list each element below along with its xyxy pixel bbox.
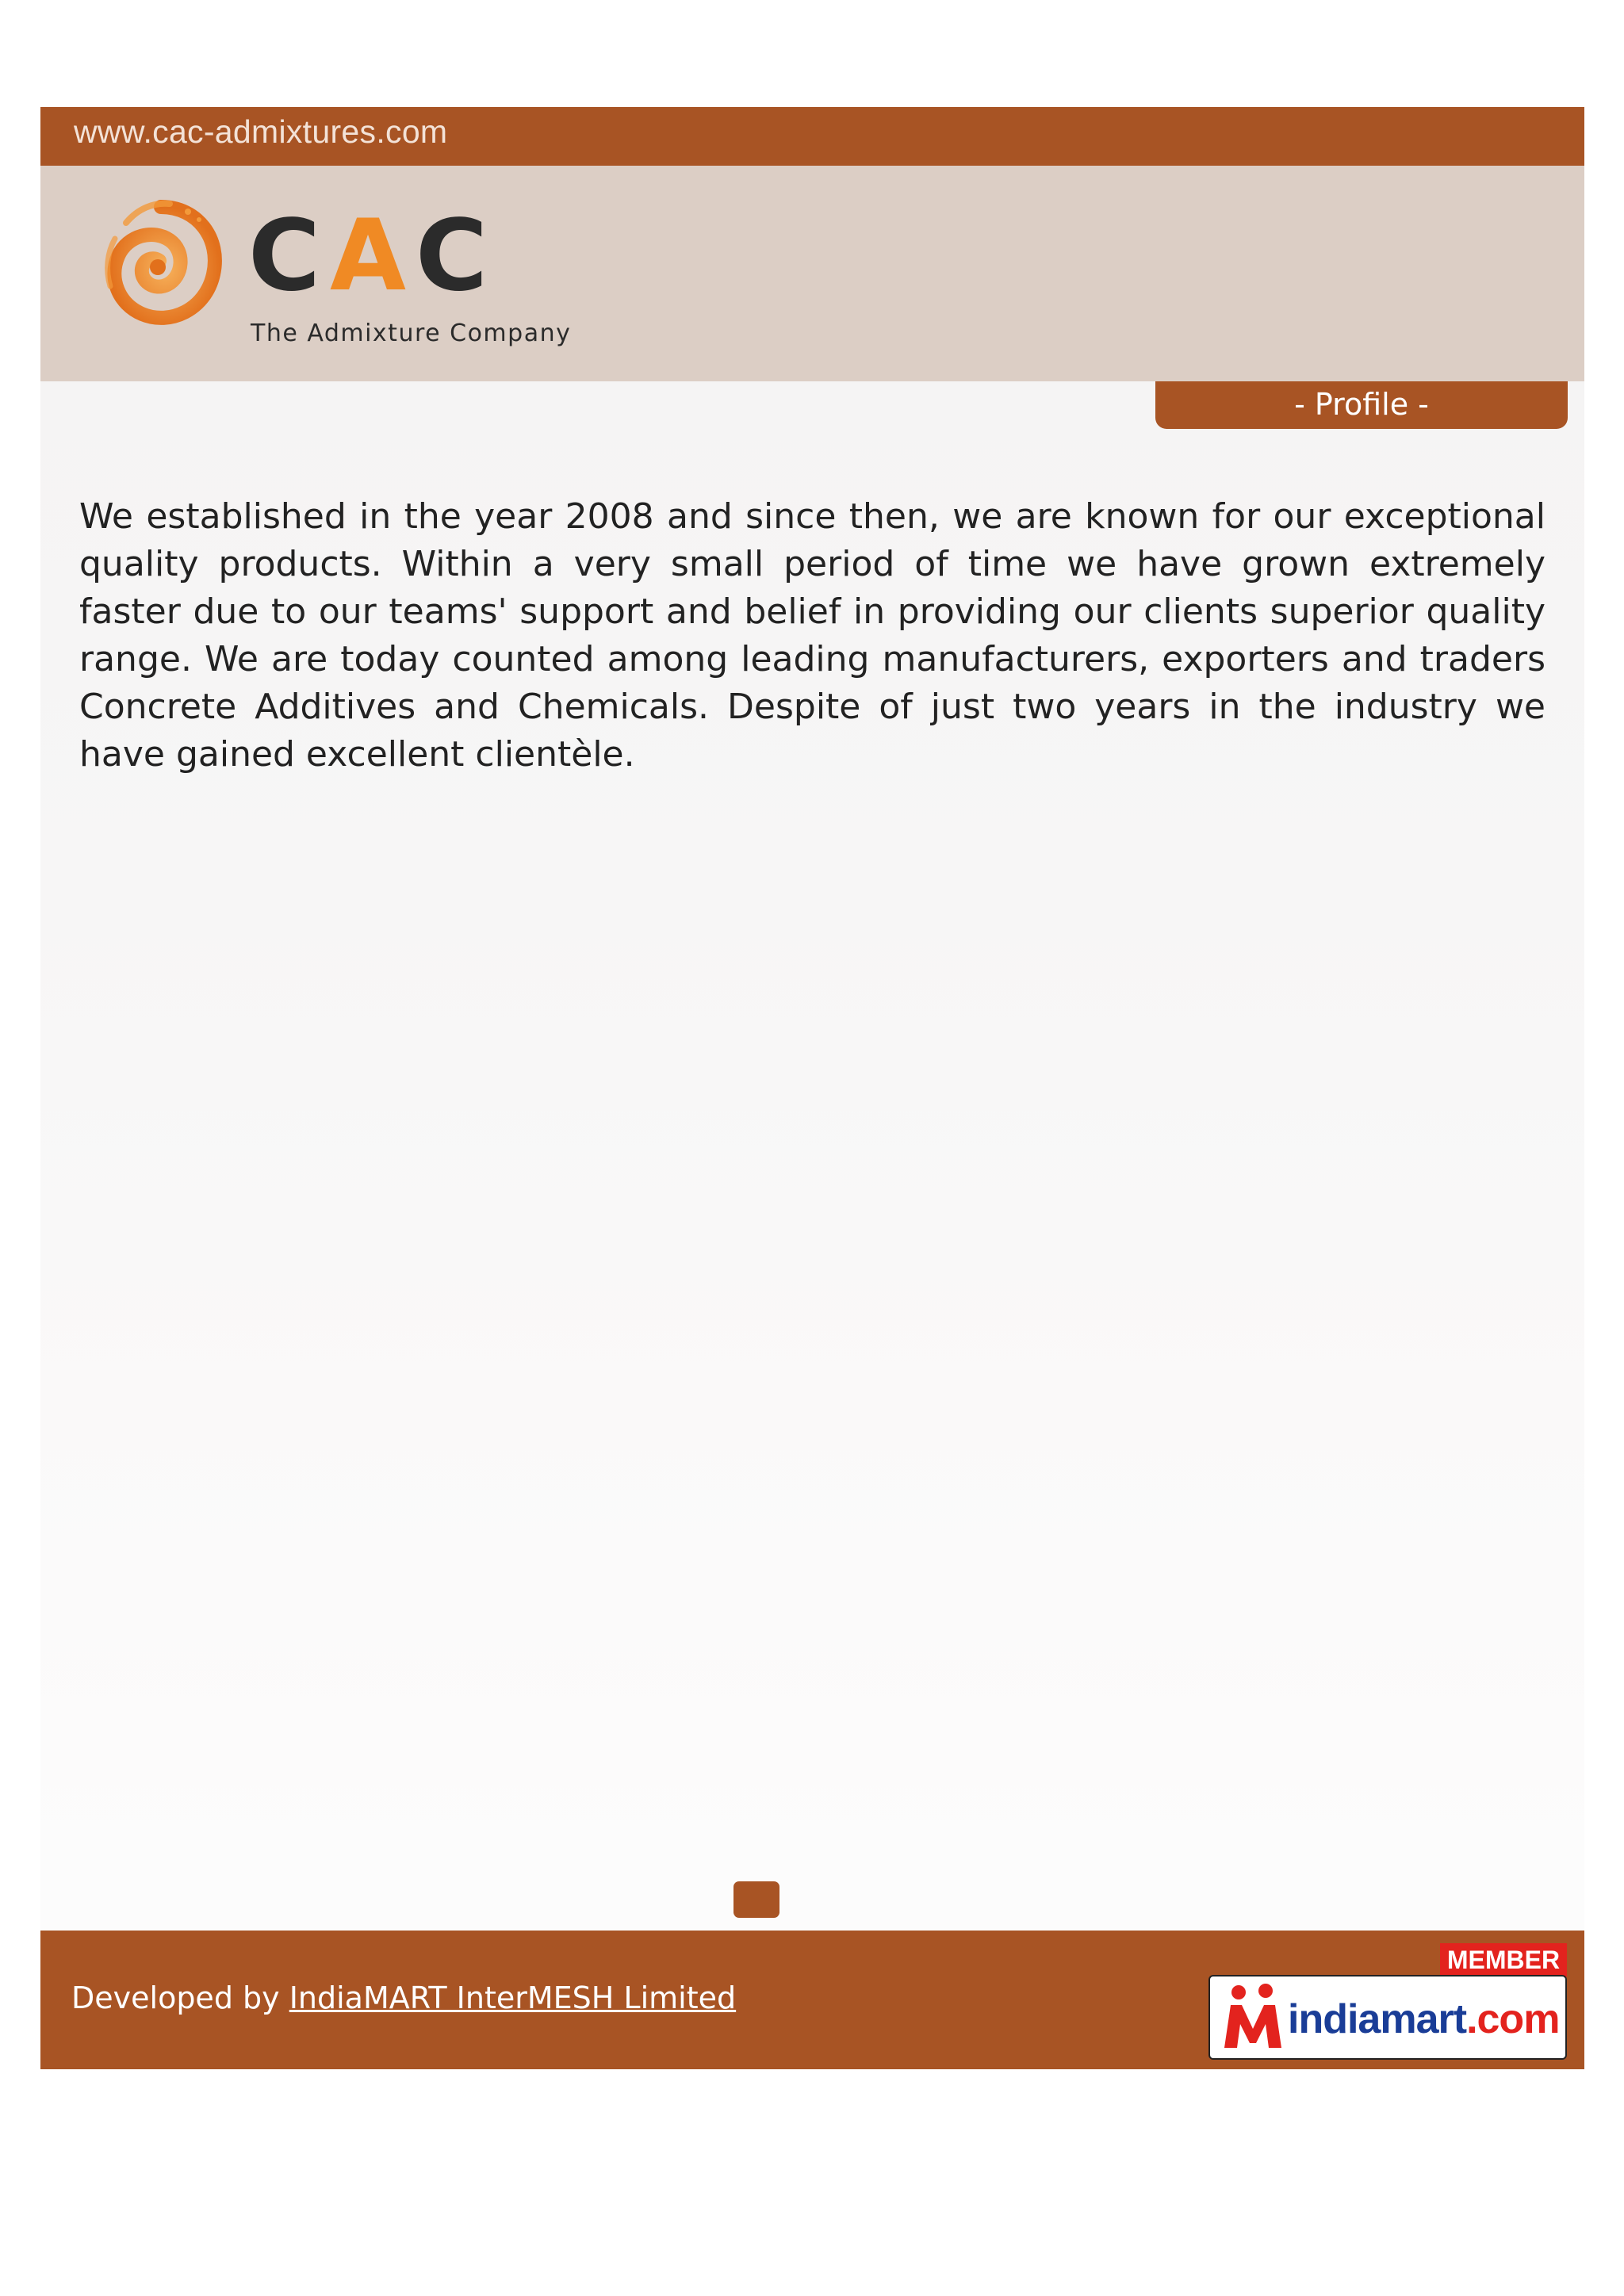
member-label: MEMBER bbox=[1440, 1943, 1567, 1976]
logo-letter-c2: C bbox=[415, 199, 497, 313]
developer-link[interactable]: IndiaMART InterMESH Limited bbox=[289, 1980, 737, 2015]
url-bar bbox=[40, 107, 1584, 166]
profile-body-text: We established in the year 2008 and since then, we are known for our exceptional quality products. Within a very small period of time we have grown extremely faster due to our teams' support and belief in providing our clients superior quality range. We are today counted among leading manufacturers, exporters and traders Concrete Additives and Chemicals. Despite of just two years in the industry we have gained excellent clientèle. bbox=[79, 496, 1545, 775]
footer bbox=[40, 1931, 1584, 2069]
developed-by-label bbox=[71, 1980, 736, 2015]
logo-tagline: The Admixture Company bbox=[251, 320, 572, 347]
page-indicator bbox=[733, 1881, 779, 1918]
profile-section-tab: - Profile - bbox=[1155, 381, 1568, 429]
indiamart-m-icon bbox=[1216, 1980, 1293, 2056]
logo-wordmark bbox=[248, 199, 497, 313]
website-url[interactable]: www.cac-admixtures.com bbox=[74, 113, 448, 150]
indiamart-suffix: .com bbox=[1466, 1996, 1560, 2042]
developed-by-text: Developed by bbox=[71, 1980, 289, 2015]
logo-letter-c1: C bbox=[248, 199, 331, 313]
indiamart-member-badge[interactable] bbox=[1208, 1943, 1567, 2058]
indiamart-wordmark bbox=[1288, 1997, 1559, 2042]
swirl-logo-icon bbox=[94, 191, 228, 334]
header-band bbox=[40, 166, 1584, 381]
indiamart-brand: indiamart bbox=[1288, 1996, 1467, 2042]
logo-letter-a: A bbox=[330, 199, 416, 313]
indiamart-logo-box bbox=[1208, 1975, 1567, 2060]
